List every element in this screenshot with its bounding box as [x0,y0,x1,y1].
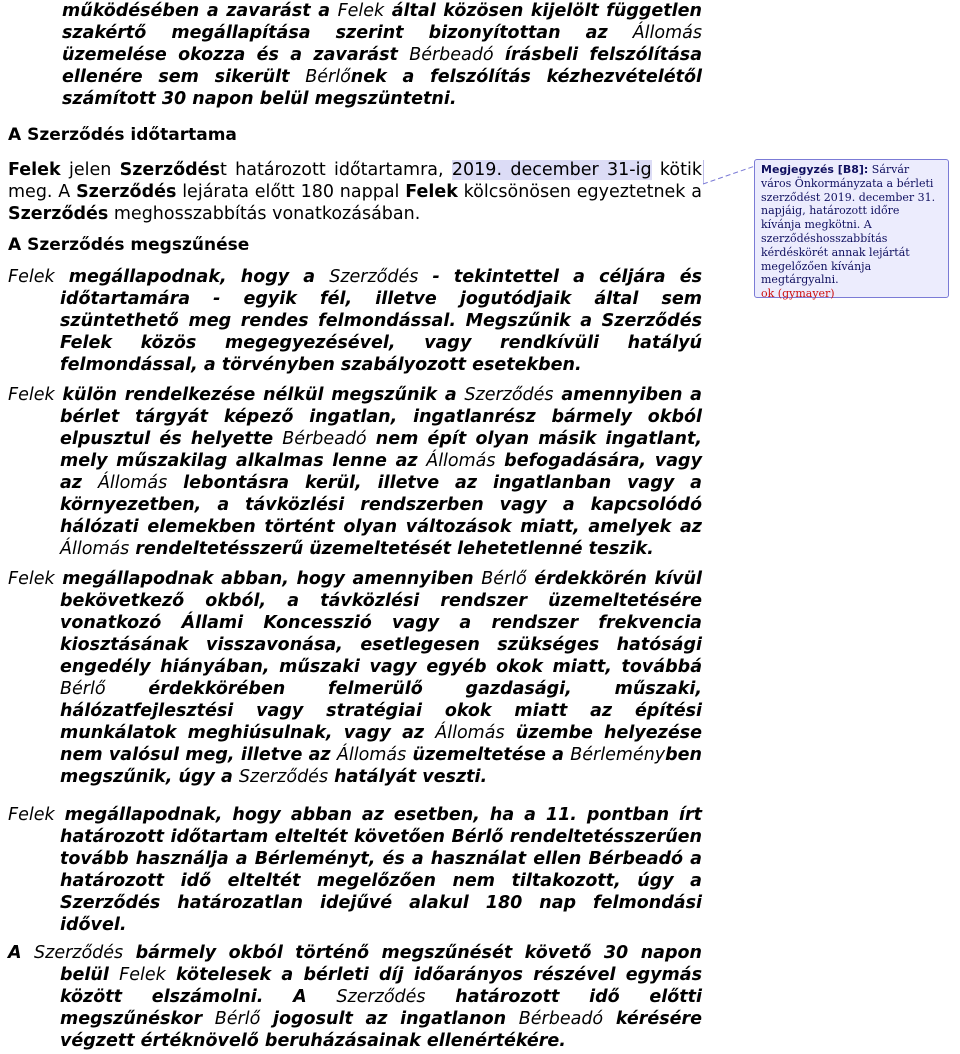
comment-connector-line [703,160,757,190]
paragraph-megszunes-ingatlan: Felek külön rendelkezése nélkül megszűnik a Szerződés amennyiben a bérlet tárgyát képező ingatlan, ingatlanrész bármely okból elpusztul és helyette Bérbeadó nem épít olyan másik ingatlant, mely műszakilag alkalmas lenne az Állomás befogadására, vagy az Állomás lebontásra kerül, illetve az ingatlanban vagy a környezetben, a távközlési rendszerben vagy a kapcsolódó hálózati elemekben történt olyan változások miatt, amelyek az Állomás rendeltetésszerű üzemeltetését lehetetlenné teszik. [8,385,702,559]
comment-text: Sárvár város Önkormányzata a bérleti szerződést 2019. december 31. napjáig, határozott időre kívánja megkötni. A szerződéshosszabbítás kérdéskörét annak lejártát megelőzően kívánja megtárgyalni. [761,163,936,287]
paragraph-idotartam: Felek jelen Szerződést határozott időtartamra, 2019. december 31-ig kötik meg. A Szerződés lejárata előtt 180 nappal Felek kölcsönösen egyeztetnek a Szerződés meghosszabbítás vonatkozásában. [8,160,702,224]
paragraph-tovabb-hasznalat: Felek megállapodnak, hogy abban az esetben, ha a 11. pontban írt határozott időtartam elteltét követően Bérlő rendeltetésszerűen tovább használja a Bérleményt, és a használat ellen Bérbeadó a határozott idő elteltét megelőzően nem tiltakozott, úgy a Szerződés határozatlan idejűvé alakul 180 nap felmondási idővel. [8,805,702,935]
commented-date-highlight[interactable]: 2019. december 31-ig [451,160,652,180]
comment-balloon[interactable] [754,159,949,301]
paragraph-elszamolas: A Szerződés bármely okból történő megszűnését követő 30 napon belül Felek kötelesek a bérleti díj időarányos részével egymás között elszámolni. A Szerződés határozott idő előtti megszűnéskor Bérlő jogosult az ingatlanon Bérbeadó kérésére végzett értéknövelő beruházásainak ellenértékére. [8,943,702,1051]
paragraph-rendes-felmondas: Felek megállapodnak, hogy a Szerződés - tekintettel a céljára és időtartamára - egyik fél, illetve jogutódjaik által sem szüntethető meg rendes felmondással. Megszűnik a Szerződés Felek közös megegyezésével, vagy rendkívüli hatályú felmondással, a törvényben szabályozott esetekben. [8,267,702,375]
paragraph-koncesszio: Felek megállapodnak abban, hogy amennyiben Bérlő érdekkörén kívül bekövetkező okból, a távközlési rendszer üzemeltetésére vonatkozó Állami Koncesszió vagy a rendszer frekvencia kiosztásának visszavonása, esetlegesen szükséges hatósági engedély hiányában, műszaki vagy egyéb okok miatt, továbbá Bérlő érdekkörében felmerülő gazdasági, műszaki, hálózatfejlesztési vagy stratégiai okok miatt az építési munkálatok meghiúsulnak, vagy az Állomás üzembe helyezése nem valósul meg, illetve az Állomás üzemeltetése a Bérleményben megszűnik, úgy a Szerződés hatályát veszti. [8,569,702,787]
heading-szerzodes-idotartama: A Szerződés időtartama [8,125,237,145]
comment-author: ok (gymayer) [761,287,835,301]
comment-label: Megjegyzés [B8]: [761,163,869,176]
paragraph-zavaras: működésében a zavarást a Felek által közösen kijelölt független szakértő megállapítása szerint bizonyítottan az Állomás üzemelése okozza és a zavarást Bérbeadó írásbeli felszólítása ellenére sem sikerült Bérlőnek a felszólítás kézhezvételétől számított 30 napon belül megszüntetni. [62,1,703,109]
heading-szerzodes-megszunese: A Szerződés megszűnése [8,235,250,255]
